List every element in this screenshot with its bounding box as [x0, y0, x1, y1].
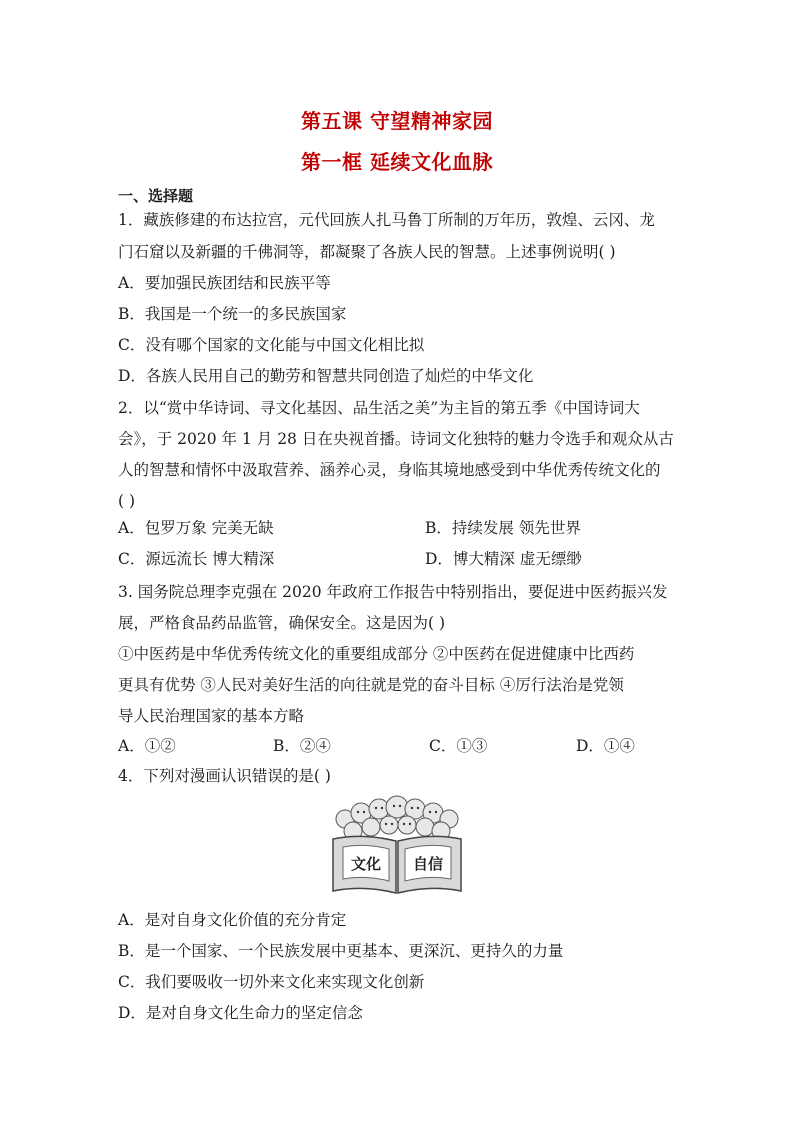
q3-stem-line-1: 3. 国务院总理李克强在 2020 年政府工作报告中特别指出，要促进中医药振兴发	[118, 583, 668, 601]
frame-title: 第一框 延续文化血脉	[301, 150, 493, 174]
q3-stem-line-5: 导人民治理国家的基本方略	[118, 707, 305, 725]
q2-option-b: B．持续发展 领先世界	[425, 519, 581, 537]
q2-stem-line-3: 人的智慧和情怀中汲取营养、涵养心灵，身临其境地感受到中华优秀传统文化的	[118, 461, 661, 479]
q3-stem-line-3: ①中医药是中华优秀传统文化的重要组成部分 ②中医药在促进健康中比西药	[118, 645, 635, 663]
q2-option-a: A．包罗万象 完美无缺	[118, 519, 274, 537]
q1-stem-line-2: 门石窟以及新疆的千佛洞等，都凝聚了各族人民的智慧。上述事例说明( )	[118, 243, 616, 261]
q1-option-c: C．没有哪个国家的文化能与中国文化相比拟	[118, 336, 425, 354]
q4-option-a: A．是对自身文化价值的充分肯定	[118, 911, 347, 929]
q2-option-c: C．源远流长 博大精深	[118, 550, 275, 568]
q4-option-d: D．是对自身文化生命力的坚定信念	[118, 1004, 363, 1022]
q3-option-c: C．①③	[429, 737, 488, 755]
crowd-faces-icon	[336, 796, 458, 840]
q4-option-b: B．是一个国家、一个民族发展中更基本、更深沉、更持久的力量	[118, 942, 564, 960]
q2-stem-line-2: 会》，于 2020 年 1 月 28 日在央视首播。诗词文化独特的魅力令选手和观众从古	[118, 430, 674, 448]
q1-option-b: B．我国是一个统一的多民族国家	[118, 305, 347, 323]
lesson-title: 第五课 守望精神家园	[301, 109, 493, 133]
q2-option-d: D．博大精深 虚无缥缈	[425, 550, 582, 568]
q3-stem-line-4: 更具有优势 ③人民对美好生活的向往就是党的奋斗目标 ④厉行法治是党领	[118, 676, 624, 694]
q1-stem-line-1: 1．藏族修建的布达拉宫，元代回族人扎马鲁丁所制的万年历，敦煌、云冈、龙	[118, 211, 655, 229]
q4-option-c: C．我们要吸收一切外来文化来实现文化创新	[118, 973, 425, 991]
section-heading: 一、选择题	[118, 187, 194, 205]
q2-stem-line-4: ( )	[118, 492, 136, 510]
q3-option-b: B．②④	[273, 737, 331, 755]
q1-option-d: D．各族人民用自己的勤劳和智慧共同创造了灿烂的中华文化	[118, 367, 534, 385]
q1-option-a: A．要加强民族团结和民族平等	[118, 274, 331, 292]
q4-stem-line-1: 4．下列对漫画认识错误的是( )	[118, 767, 331, 785]
cartoon-right-text: 自信	[412, 855, 444, 873]
cartoon-left-text: 文化	[350, 855, 382, 873]
q3-stem-line-2: 展，严格食品药品监管，确保安全。这是因为( )	[118, 614, 446, 632]
q3-option-a: A．①②	[118, 737, 176, 755]
cartoon-illustration	[327, 795, 467, 895]
q3-option-d: D．①④	[576, 737, 635, 755]
q2-stem-line-1: 2．以“赏中华诗词、寻文化基因、品生活之美”为主旨的第五季《中国诗词大	[118, 399, 640, 417]
